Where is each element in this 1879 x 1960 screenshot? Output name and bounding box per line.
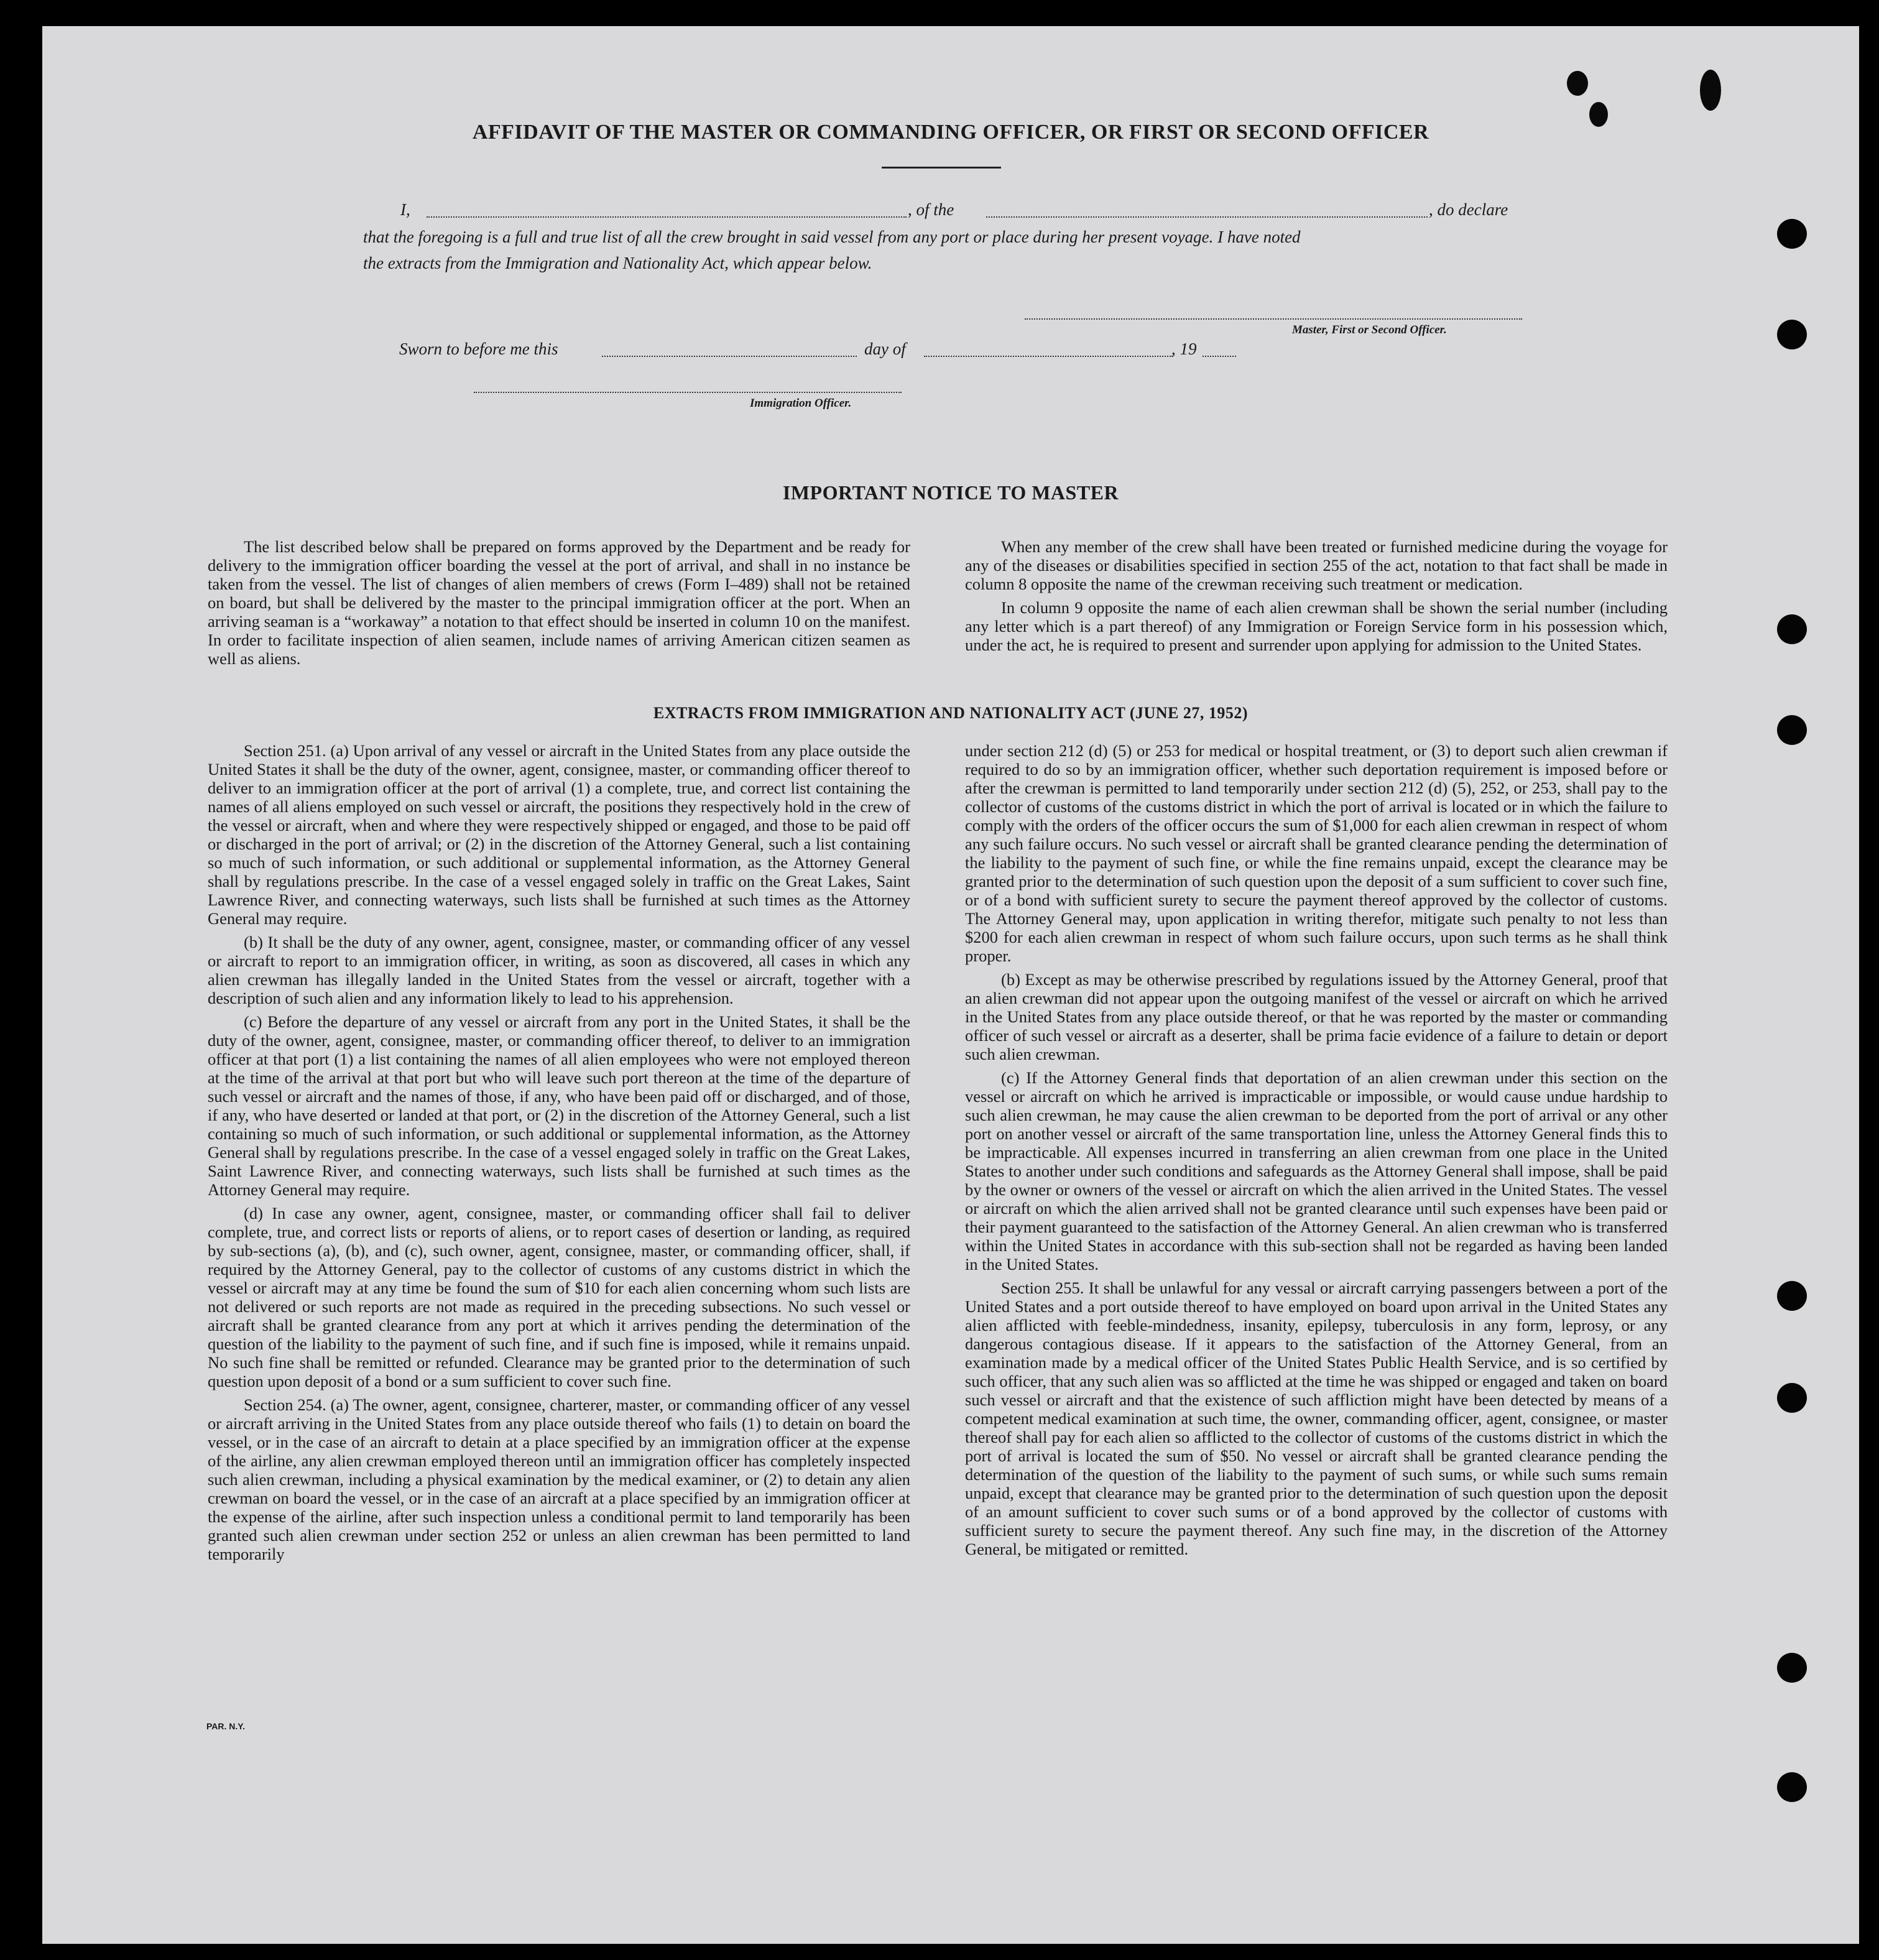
day-of-label: day of	[864, 340, 906, 358]
notice-right-column	[965, 537, 1668, 659]
vessel-field[interactable]	[986, 216, 1428, 218]
sworn-label: Sworn to before me this	[399, 340, 558, 358]
extracts-title: EXTRACTS FROM IMMIGRATION AND NATIONALITY ACT (JUNE 27, 1952)	[653, 704, 1249, 722]
section-254-a: Section 254. (a) The owner, agent, consignee, charterer, master, or commanding officer of any vessel or aircraft arriving in the United States from any place outside thereof who fails (1) to detain on board the vessel, or in the case of an aircraft to detain at a place specified by an immigration officer at the expense of the airline, any alien crewman employed thereon until an immigration officer has completely inspected such alien crewman, including a physical examination by the medical examiner, or (2) to detain any alien crewman on board the vessel, or in the case of an aircraft at a place specified by an immigration officer at the expense of the airline, after such inspection unless a conditional permit to land temporarily has been granted such alien crewman under section 252 or unless an alien crewman has been permitted to land temporarily	[208, 1395, 910, 1563]
sworn-year-field[interactable]	[1203, 356, 1236, 357]
punch-hole	[1777, 1653, 1807, 1683]
officer-caption: Immigration Officer.	[750, 397, 852, 410]
punch-hole	[1777, 614, 1807, 644]
name-field[interactable]	[427, 216, 907, 218]
ink-blot	[1700, 70, 1721, 111]
section-251-d: (d) In case any owner, agent, consignee, master, or commanding officer shall fail to deliver complete, true, and correct lists or reports of aliens, or to report cases of desertion or landing, as required by sub-sections (a), (b), and (c), such owner, agent, consignee, master, or commanding officer, shall, if required by the Attorney General, pay to the collector of customs of any customs district in which the vessel or aircraft may at any time be found the sum of $10 for each alien concerning whom such lists are not delivered or such reports are not made as required in the preceding subsections. No such vessel or aircraft shall be granted clearance from any port at which it arrives pending the determination of the question of the liability to the payment of such fine, and if such fine is imposed, while it remains unpaid. No such fine shall be remitted or refunded. Clearance may be granted prior to the determination of such question upon deposit of a bond or a sum sufficient to cover such fine.	[208, 1204, 910, 1390]
section-251-c: (c) Before the departure of any vessel or aircraft from any port in the United States, it shall be the duty of the owner, agent, consignee, master, or commanding officer thereof, to deliver to an immigration officer at that port (1) a list containing the names of all alien employees who were not employed thereon at the time of the arrival at that port but who will leave such port thereon at the time of the departure of such vessel or aircraft and the names of those, if any, who have been paid off or discharged, and of those, if any, who have deserted or landed at that port, or (2) in the discretion of the Attorney General, such a list containing so much of such information, or such additional or supplemental information, as the Attorney General shall by regulations prescribe. In the case of a vessel engaged solely in traffic on the Great Lakes, Saint Lawrence River, and connecting waterways, such lists shall be furnished at such times as the Attorney General may require.	[208, 1012, 910, 1199]
master-caption: Master, First or Second Officer.	[1292, 323, 1447, 336]
punch-hole	[1777, 1383, 1807, 1413]
sworn-day-field[interactable]	[602, 356, 857, 357]
punch-hole	[1777, 320, 1807, 349]
title-underline	[882, 167, 1001, 169]
section-254-a-continued: under section 212 (d) (5) or 253 for medical or hospital treatment, or (3) to deport such alien crewman if required to do so by an immigration officer, whether such deportation requirement is imposed before or after the crewman is permitted to land temporarily under section 212 (d) (5), 252, or 253, shall pay to the collector of customs of the customs district in which the port of arrival is located or in which the failure to comply with the orders of the officer occurs the sum of $1,000 for each alien crewman in respect of whom any such failure occurs. No such vessel or aircraft shall be granted clearance pending the determination of the liability to the payment of such fine, or while the fine remains unpaid, except the clearance may be granted prior to the determination of such question upon the deposit of a sum sufficient to cover such fine, or of a bond with sufficient surety to secure the payment thereof approved by the collector of customs. The Attorney General may, upon application in writing therefor, mitigate such penalty to not less than $200 for each alien crewman in respect of whom such failure occurs, upon such terms as he shall think proper.	[965, 741, 1668, 965]
notice-title: IMPORTANT NOTICE TO MASTER	[782, 481, 1119, 504]
punch-hole	[1777, 1281, 1807, 1311]
notice-right-paragraph: In column 9 opposite the name of each alien crewman shall be shown the serial number (including any letter which is a part thereof) of any Immigration or Foreign Service form in his possession which, under the act, he is required to present and surrender upon applying for admission to the United States.	[965, 598, 1668, 654]
master-signature-field[interactable]	[1025, 318, 1522, 320]
section-254-b: (b) Except as may be otherwise prescribed by regulations issued by the Attorney General, proof that an alien crewman did not appear upon the outgoing manifest of the vessel or aircraft on which he arrived in the United States from any place outside thereof, or that he was reported by the master or commanding officer of such vessel or aircraft as a deserter, shall be prima facie evidence of a failure to detain or deport such alien crewman.	[965, 970, 1668, 1063]
extracts-left-column	[208, 741, 910, 1568]
affidavit-line2: that the foregoing is a full and true list of all the crew brought in said vessel from any port or place during her present voyage. I have noted	[363, 228, 1301, 246]
affidavit-title: AFFIDAVIT OF THE MASTER OR COMMANDING OFFICER, OR FIRST OR SECOND OFFICER	[472, 121, 1429, 144]
document-page	[42, 26, 1859, 1944]
affidavit-line3: the extracts from the Immigration and Nationality Act, which appear below.	[363, 254, 872, 272]
officer-signature-field[interactable]	[474, 392, 902, 393]
section-251-b: (b) It shall be the duty of any owner, agent, consignee, master, or commanding officer of any vessel or aircraft to report to an immigration officer, in writing, as soon as discovered, all cases in which any alien crewman has illegally landed in the United States from the vessel or aircraft, together with a description of such alien and any information likely to lead to his apprehension.	[208, 933, 910, 1007]
section-254-c: (c) If the Attorney General finds that deportation of an alien crewman under this section on the vessel or aircraft on which he arrived is impracticable or impossible, or would cause undue hardship to such alien crewman, he may cause the alien crewman to be deported from the port of arrival or any other port on another vessel or aircraft of the same transportation line, unless the Attorney General finds this to be impracticable. All expenses incurred in transferring an alien crewman from one place in the United States to another under such conditions and safeguards as the Attorney General shall impose, shall be paid by the owner or owners of the vessel or aircraft on which the alien arrived in the United States. The vessel or aircraft on which the alien arrived shall not be granted clearance until such expenses have been paid or their payment guaranteed to the satisfaction of the Attorney General. An alien crewman who is transferred within the United States in accordance with this sub-section shall not be regarded as having been landed in the United States.	[965, 1068, 1668, 1274]
year-label: , 19	[1171, 340, 1197, 358]
declare-label: , do declare	[1429, 200, 1508, 219]
notice-left-column	[208, 537, 910, 673]
notice-right-paragraph: When any member of the crew shall have been treated or furnished medicine during the voyage for any of the diseases or disabilities specified in section 255 of the act, notation to that fact shall be made in column 8 opposite the name of the crewman receiving such treatment or medication.	[965, 537, 1668, 593]
affidavit-i-label: I,	[400, 200, 410, 219]
ink-blot	[1567, 71, 1588, 96]
extracts-right-column	[965, 741, 1668, 1563]
section-251-a: Section 251. (a) Upon arrival of any vessel or aircraft in the United States from any place outside the United States it shall be the duty of the owner, agent, consignee, master, or commanding officer thereof to deliver to an immigration officer at the port of arrival (1) a complete, true, and correct list containing the names of all aliens employed on such vessel or aircraft, the positions they respectively hold in the crew of the vessel or aircraft, when and where they were respectively shipped or engaged, and those to be paid off or discharged in the port of arrival; or (2) in the discretion of the Attorney General, such a list containing so much of such information, or such additional or supplemental information, as the Attorney General shall by regulations prescribe. In the case of a vessel engaged solely in traffic on the Great Lakes, Saint Lawrence River, and connecting waterways, such lists shall be furnished at such times as the Attorney General may require.	[208, 741, 910, 928]
of-the-label: , of the	[908, 200, 954, 219]
notice-left-paragraph: The list described below shall be prepared on forms approved by the Department and be ready for delivery to the immigration officer boarding the vessel at the port of arrival, and shall in no instance be taken from the vessel. The list of changes of alien members of crews (Form I–489) shall not be retained on board, but shall be delivered by the master to the principal immigration officer at the port. When an arriving seaman is a “workaway” a notation to that effect should be inserted in column 10 on the manifest. In order to facilitate inspection of alien seamen, include names of arriving American citizen seamen as well as aliens.	[208, 537, 910, 668]
section-255: Section 255. It shall be unlawful for any vessal or aircraft carrying passengers between a port of the United States and a port outside thereof to have employed on board upon arrival in the United States any alien afflicted with feeble-mindedness, insanity, epilepsy, tuberculosis in any form, leprosy, or any dangerous contagious disease. If it appears to the satisfaction of the Attorney General, from an examination made by a medical officer of the United States Public Health Service, and is so certified by such officer, that any such alien was so afflicted at the time he was shipped or engaged and taken on board such vessel or aircraft and that the existence of such affliction might have been detected by means of a competent medical examination at such time, the owner, commanding officer, agent, consignee, or master thereof shall pay for each alien so afflicted to the collector of customs of the customs district in which the port of arrival is located the sum of $50. No vessel or aircraft shall be granted clearance pending the determination of the question of the liability to the payment of such sums, or while such sums remain unpaid, except that clearance may be granted prior to the determination of such question upon the deposit of an amount sufficient to cover such sums or of a bond approved by the collector of customs with sufficient surety to secure the payment thereof. Any such fine may, in the discretion of the Attorney General, be mitigated or remitted.	[965, 1278, 1668, 1558]
printer-imprint: PAR. N.Y.	[206, 1721, 245, 1731]
punch-hole	[1777, 1772, 1807, 1802]
sworn-month-field[interactable]	[924, 356, 1173, 357]
punch-hole	[1777, 219, 1807, 249]
